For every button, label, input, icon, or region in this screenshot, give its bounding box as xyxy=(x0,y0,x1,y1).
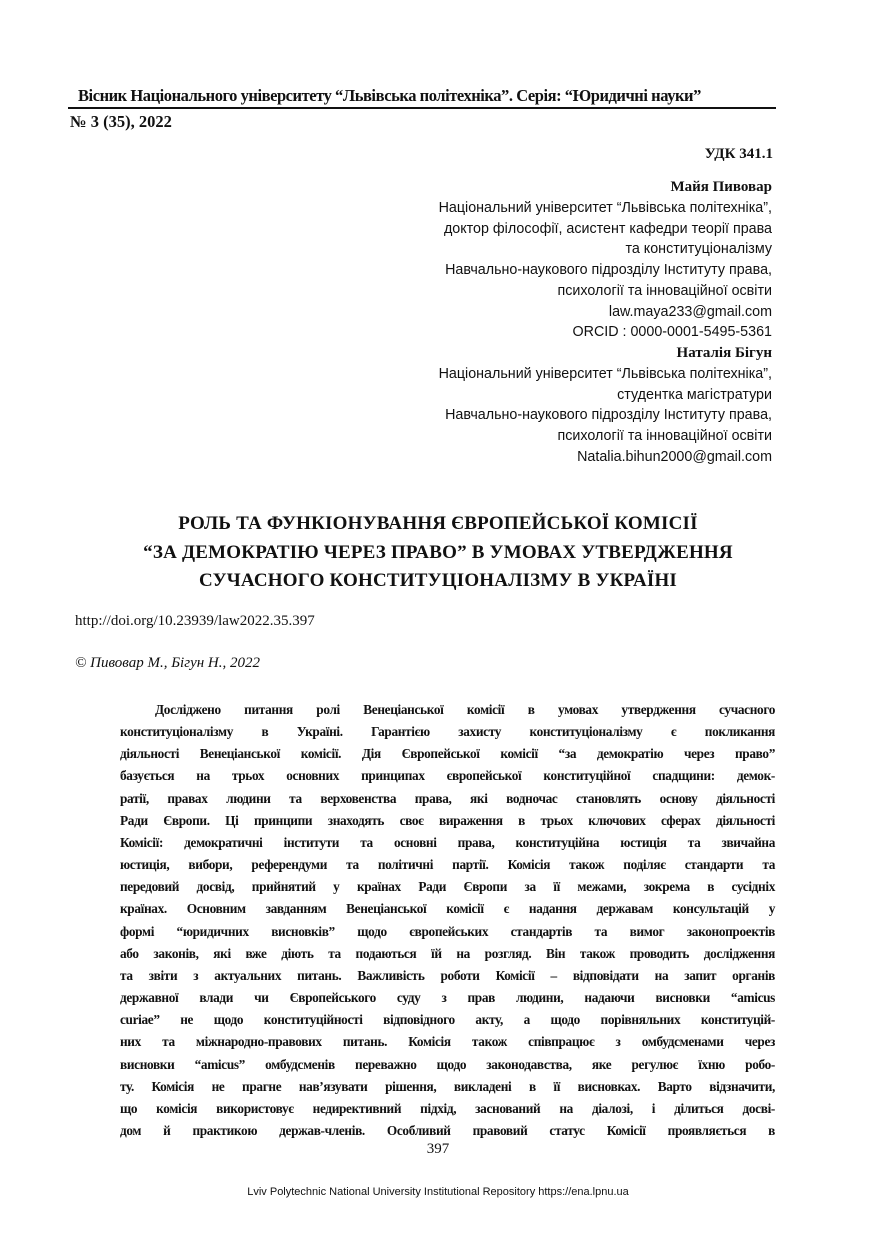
copyright: © Пивовар М., Бігун Н., 2022 xyxy=(75,655,260,671)
abstract-line: них та міжнародно-правових питань. Комісія також співпрацює з омбудсменами через xyxy=(120,1034,775,1050)
author-email[interactable]: law.maya233@gmail.com xyxy=(608,303,772,320)
abstract-line: формі “юридичних висновків” щодо європейських стандартів та вимог законопроектів xyxy=(120,923,775,939)
author-name: Майя Пивовар xyxy=(670,179,772,195)
article-title xyxy=(60,510,816,596)
abstract-line: що комісія використовує недирективний підхід, заснований на діалозі, і ділиться досві- xyxy=(120,1100,775,1116)
abstract-line: ратії, правах людини та верховенства права, які водночас становлять основу діяльності xyxy=(120,790,775,806)
repository-footer: Lviv Polytechnic National University Institutional Repository https://ena.lpnu.ua xyxy=(247,1186,629,1198)
author-affiliation: та конституціоналізму xyxy=(625,241,772,258)
abstract-line: ту. Комісія не прагне нав’язувати рішення, викладені в її висновках. Варто відзначити, xyxy=(120,1078,775,1094)
abstract-line: державної влади чи Європейського суду з прав людини, надаючи висновки “amicus xyxy=(120,990,775,1006)
abstract-line: конституціоналізму в Україні. Гарантією захисту конституціоналізму є покликання xyxy=(120,724,775,740)
abstract-line: та звіти з актуальних питань. Важливість роботи Комісії – відповідати на запит органів xyxy=(120,967,775,983)
author-affiliation: психології та інноваційної освіти xyxy=(557,282,772,299)
author-name: Наталія Бігун xyxy=(676,345,772,361)
abstract-line: curiae” не щодо конституційності відповідного акту, а щодо порівняльних конституцій- xyxy=(120,1012,775,1028)
abstract-line: юстиція, вибори, референдуми та політичні партії. Комісія також поділяє стандарти та xyxy=(120,857,775,873)
title-line: СУЧАСНОГО КОНСТИТУЦІОНАЛІЗМУ В УКРАЇНІ xyxy=(198,570,678,591)
abstract-line: Ради Європи. Ці принципи знаходять своє вираження в трьох ключових сферах діяльності xyxy=(120,812,775,828)
author-affiliation: Навчально-наукового підрозділу Інституту права, xyxy=(445,262,772,278)
page-number: 397 xyxy=(426,1141,450,1157)
udc-code: УДК 341.1 xyxy=(704,146,773,162)
author-affiliation: психології та інноваційної освіти xyxy=(557,428,772,444)
abstract-line: Комісії: демократичні інститути та основні права, конституційна юстиція та звичайна xyxy=(120,834,775,850)
abstract-line: країнах. Основним завданням Венеціанської комісії є надання державам консультацій у xyxy=(120,901,775,917)
doi-link[interactable]: http://doi.org/10.23939/law2022.35.397 xyxy=(75,613,315,629)
abstract-line: Досліджено питання ролі Венеціанської комісії в умовах утвердження сучасного xyxy=(155,702,775,717)
author-affiliation: Навчально-наукового підрозділу Інституту права, xyxy=(445,407,772,424)
author-affiliation: Національний університет “Львівська політехніка”, xyxy=(438,365,772,382)
author-email[interactable]: Natalia.bihun2000@gmail.com xyxy=(577,448,772,465)
abstract-line: або законів, які вже діють та подаються їй на розгляд. Він також проводить дослідження xyxy=(120,945,775,961)
title-line: “ЗА ДЕМОКРАТІЮ ЧЕРЕЗ ПРАВО” В УМОВАХ УТВЕРДЖЕННЯ xyxy=(143,541,733,563)
abstract-line: передовий досвід, прийнятий у країнах Ради Європи за її межами, зокрема в сусідніх xyxy=(120,879,775,895)
abstract-line: діяльності Венеціанської комісії. Дія Європейської комісії “за демократію через право” xyxy=(120,746,775,762)
header-rule xyxy=(68,107,776,109)
abstract-line: базується на трьох основних принципах європейської конституційної спадщини: демок- xyxy=(120,768,775,784)
journal-title: Вісник Національного університету “Львівська політехніка”. Серія: “Юридичні науки” xyxy=(78,86,701,105)
author-affiliation: Національний університет “Львівська політехніка”, xyxy=(438,199,772,216)
abstract xyxy=(120,699,775,1142)
author-affiliation: доктор філософії, асистент кафедри теорії права xyxy=(443,220,772,237)
abstract-line: висновки “amicus” омбудсменів переважно щодо законодавства, яке регулює їхню робо- xyxy=(120,1056,775,1072)
abstract-line: дом й практикою держав-членів. Особливий правовий статус Комісії проявляється в xyxy=(120,1122,775,1138)
authors-block xyxy=(439,177,772,468)
author-affiliation: студентка магістратури xyxy=(617,386,772,403)
title-line: РОЛЬ ТА ФУНКІОНУВАННЯ ЄВРОПЕЙСЬКОЇ КОМІСІЇ xyxy=(178,513,698,534)
author-orcid: ORCID : 0000-0001-5495-5361 xyxy=(572,324,772,341)
issue-number: № 3 (35), 2022 xyxy=(70,112,172,131)
